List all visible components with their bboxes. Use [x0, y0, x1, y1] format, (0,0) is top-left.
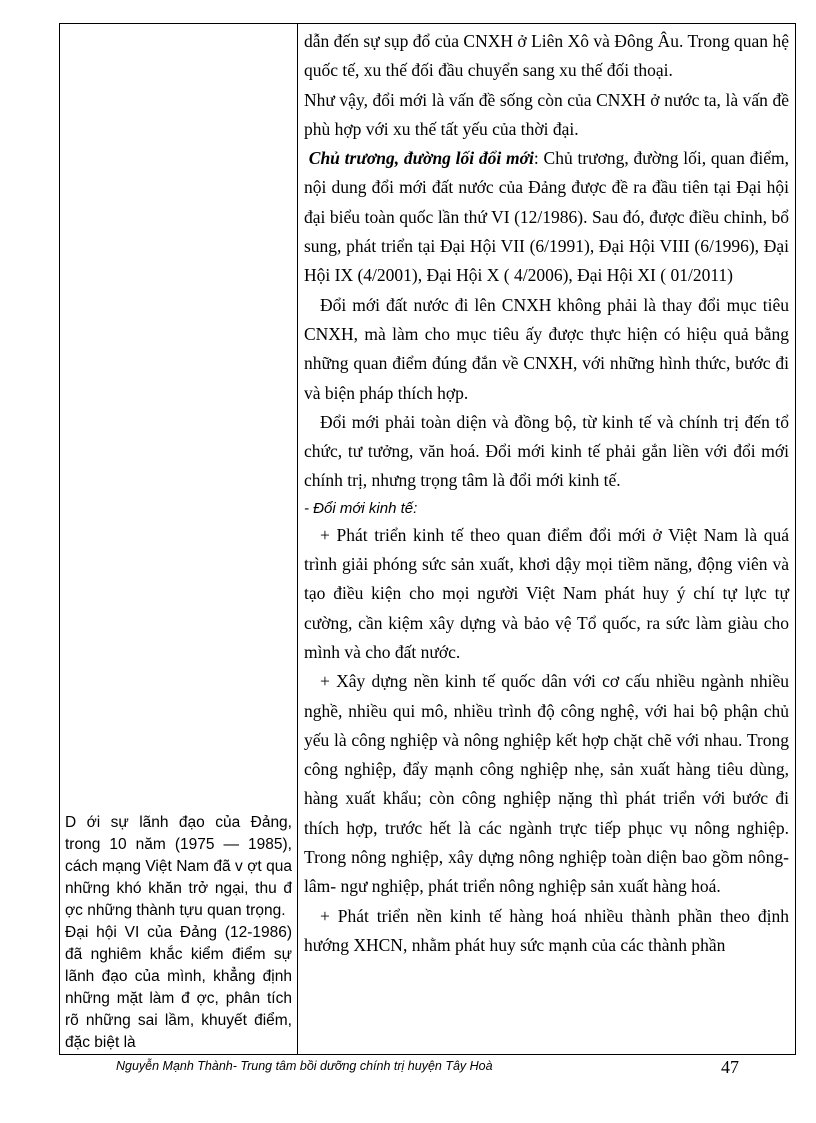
paragraph-1: dẫn đến sự sụp đổ của CNXH ở Liên Xô và Đông Âu. Trong quan hệ quốc tế, xu thế đối đầu chuyển sang xu thế đối thoại. — [304, 31, 789, 81]
paragraph-3 — [304, 144, 789, 290]
left-paragraph-1: D ới sự lãnh đạo của Đảng, trong 10 năm (1975 — 1985), cách mạng Việt Nam đã v ợt qua những khó khăn trở ngại, thu đ ợc những thành tựu quan trọng. — [65, 814, 292, 919]
content-table — [59, 23, 796, 1055]
main-content-text — [298, 24, 795, 960]
left-paragraph-2: Đại hội VI của Đảng (12-1986) đã nghiêm khắc kiểm điểm sự lãnh đạo của mình, khẳng định những mặt làm đ ợc, phân tích rõ những sai lầm, khuyết điểm, đặc biệt là — [65, 924, 292, 1051]
paragraph-3-body: Chủ trương, đường lối, quan điểm, nội dung đổi mới đất nước của Đảng được đề ra đầu tiên tại Đại hội đại biểu toàn quốc lần thứ VI (12/1986). Sau đó, được điều chỉnh, bổ sung, phát triển tại Đại Hội VII (6/1991), Đại Hội VIII (6/1996), Đại Hội IX (4/2001), Đại Hội X ( 4/2006), Đại Hội XI ( 01/2011) — [304, 148, 790, 286]
paragraph-8: + Xây dựng nền kinh tế quốc dân với cơ cấu nhiều ngành nhiều nghề, nhiều qui mô, nhiều trình độ công nghệ, với hai bộ phận chủ yếu là công nghiệp và nông nghiệp kết hợp chặt chẽ với nhau. Trong công nghiệp, đẩy mạnh công nghiệp nhẹ, sản xuất hàng tiêu dùng, hàng xuất khẩu; còn công nghiệp nặng thì phát triển với bước đi thích hợp, trước hết là các ngành trực tiếp phục vụ nông nghiệp. Trong nông nghiệp, xây dựng nông nghiệp toàn diện bao gồm nông- lâm- ngư nghiệp, phát triển nông nghiệp sản xuất hàng hoá. — [304, 671, 789, 897]
paragraph-5: Đổi mới phải toàn diện và đồng bộ, từ kinh tế và chính trị đến tổ chức, tư tưởng, văn hoá. Đổi mới kinh tế phải gắn liền với đổi mới chính trị, nhưng trọng tâm là đổi mới kinh tế. — [304, 411, 789, 491]
footer-author: Nguyễn Mạnh Thành- Trung tâm bồi dưỡng chính trị huyện Tây Hoà — [116, 1059, 493, 1073]
paragraph-7: + Phát triển kinh tế theo quan điểm đổi mới ở Việt Nam là quá trình giải phóng sức sản xuất, khơi dậy mọi tiềm năng, động viên và tạo điều kiện cho mọi người Việt Nam phát huy ý chí tự lực tự cường, cần kiệm xây dựng và bảo vệ Tổ quốc, ra sức làm giàu cho mình và cho đất nước. — [304, 524, 789, 662]
left-notes-column — [60, 24, 298, 1055]
section-heading: Chủ trương, đường lối đổi mới — [308, 148, 534, 169]
paragraph-2: Như vậy, đổi mới là vấn đề sống còn của CNXH ở nước ta, là vấn đề phù hợp với xu thế tất yếu của thời đại. — [304, 89, 789, 139]
paragraph-9: + Phát triển nền kinh tế hàng hoá nhiều thành phần theo định hướng XHCN, nhằm phát huy sức mạnh của các thành phần — [304, 905, 789, 955]
main-content-column — [298, 24, 796, 1055]
page-number: 47 — [721, 1057, 739, 1077]
left-notes-text — [65, 812, 292, 1054]
subheading-economic-renewal: - Đổi mới kinh tế: — [304, 499, 418, 517]
paragraph-4: Đổi mới đất nước đi lên CNXH không phải là thay đổi mục tiêu CNXH, mà làm cho mục tiêu ấy được thực hiện có hiệu quả bằng những quan điểm đúng đắn về CNXH, với những hình thức, bước đi và biện pháp thích hợp. — [304, 294, 789, 403]
section-heading-colon: : — [533, 148, 539, 169]
